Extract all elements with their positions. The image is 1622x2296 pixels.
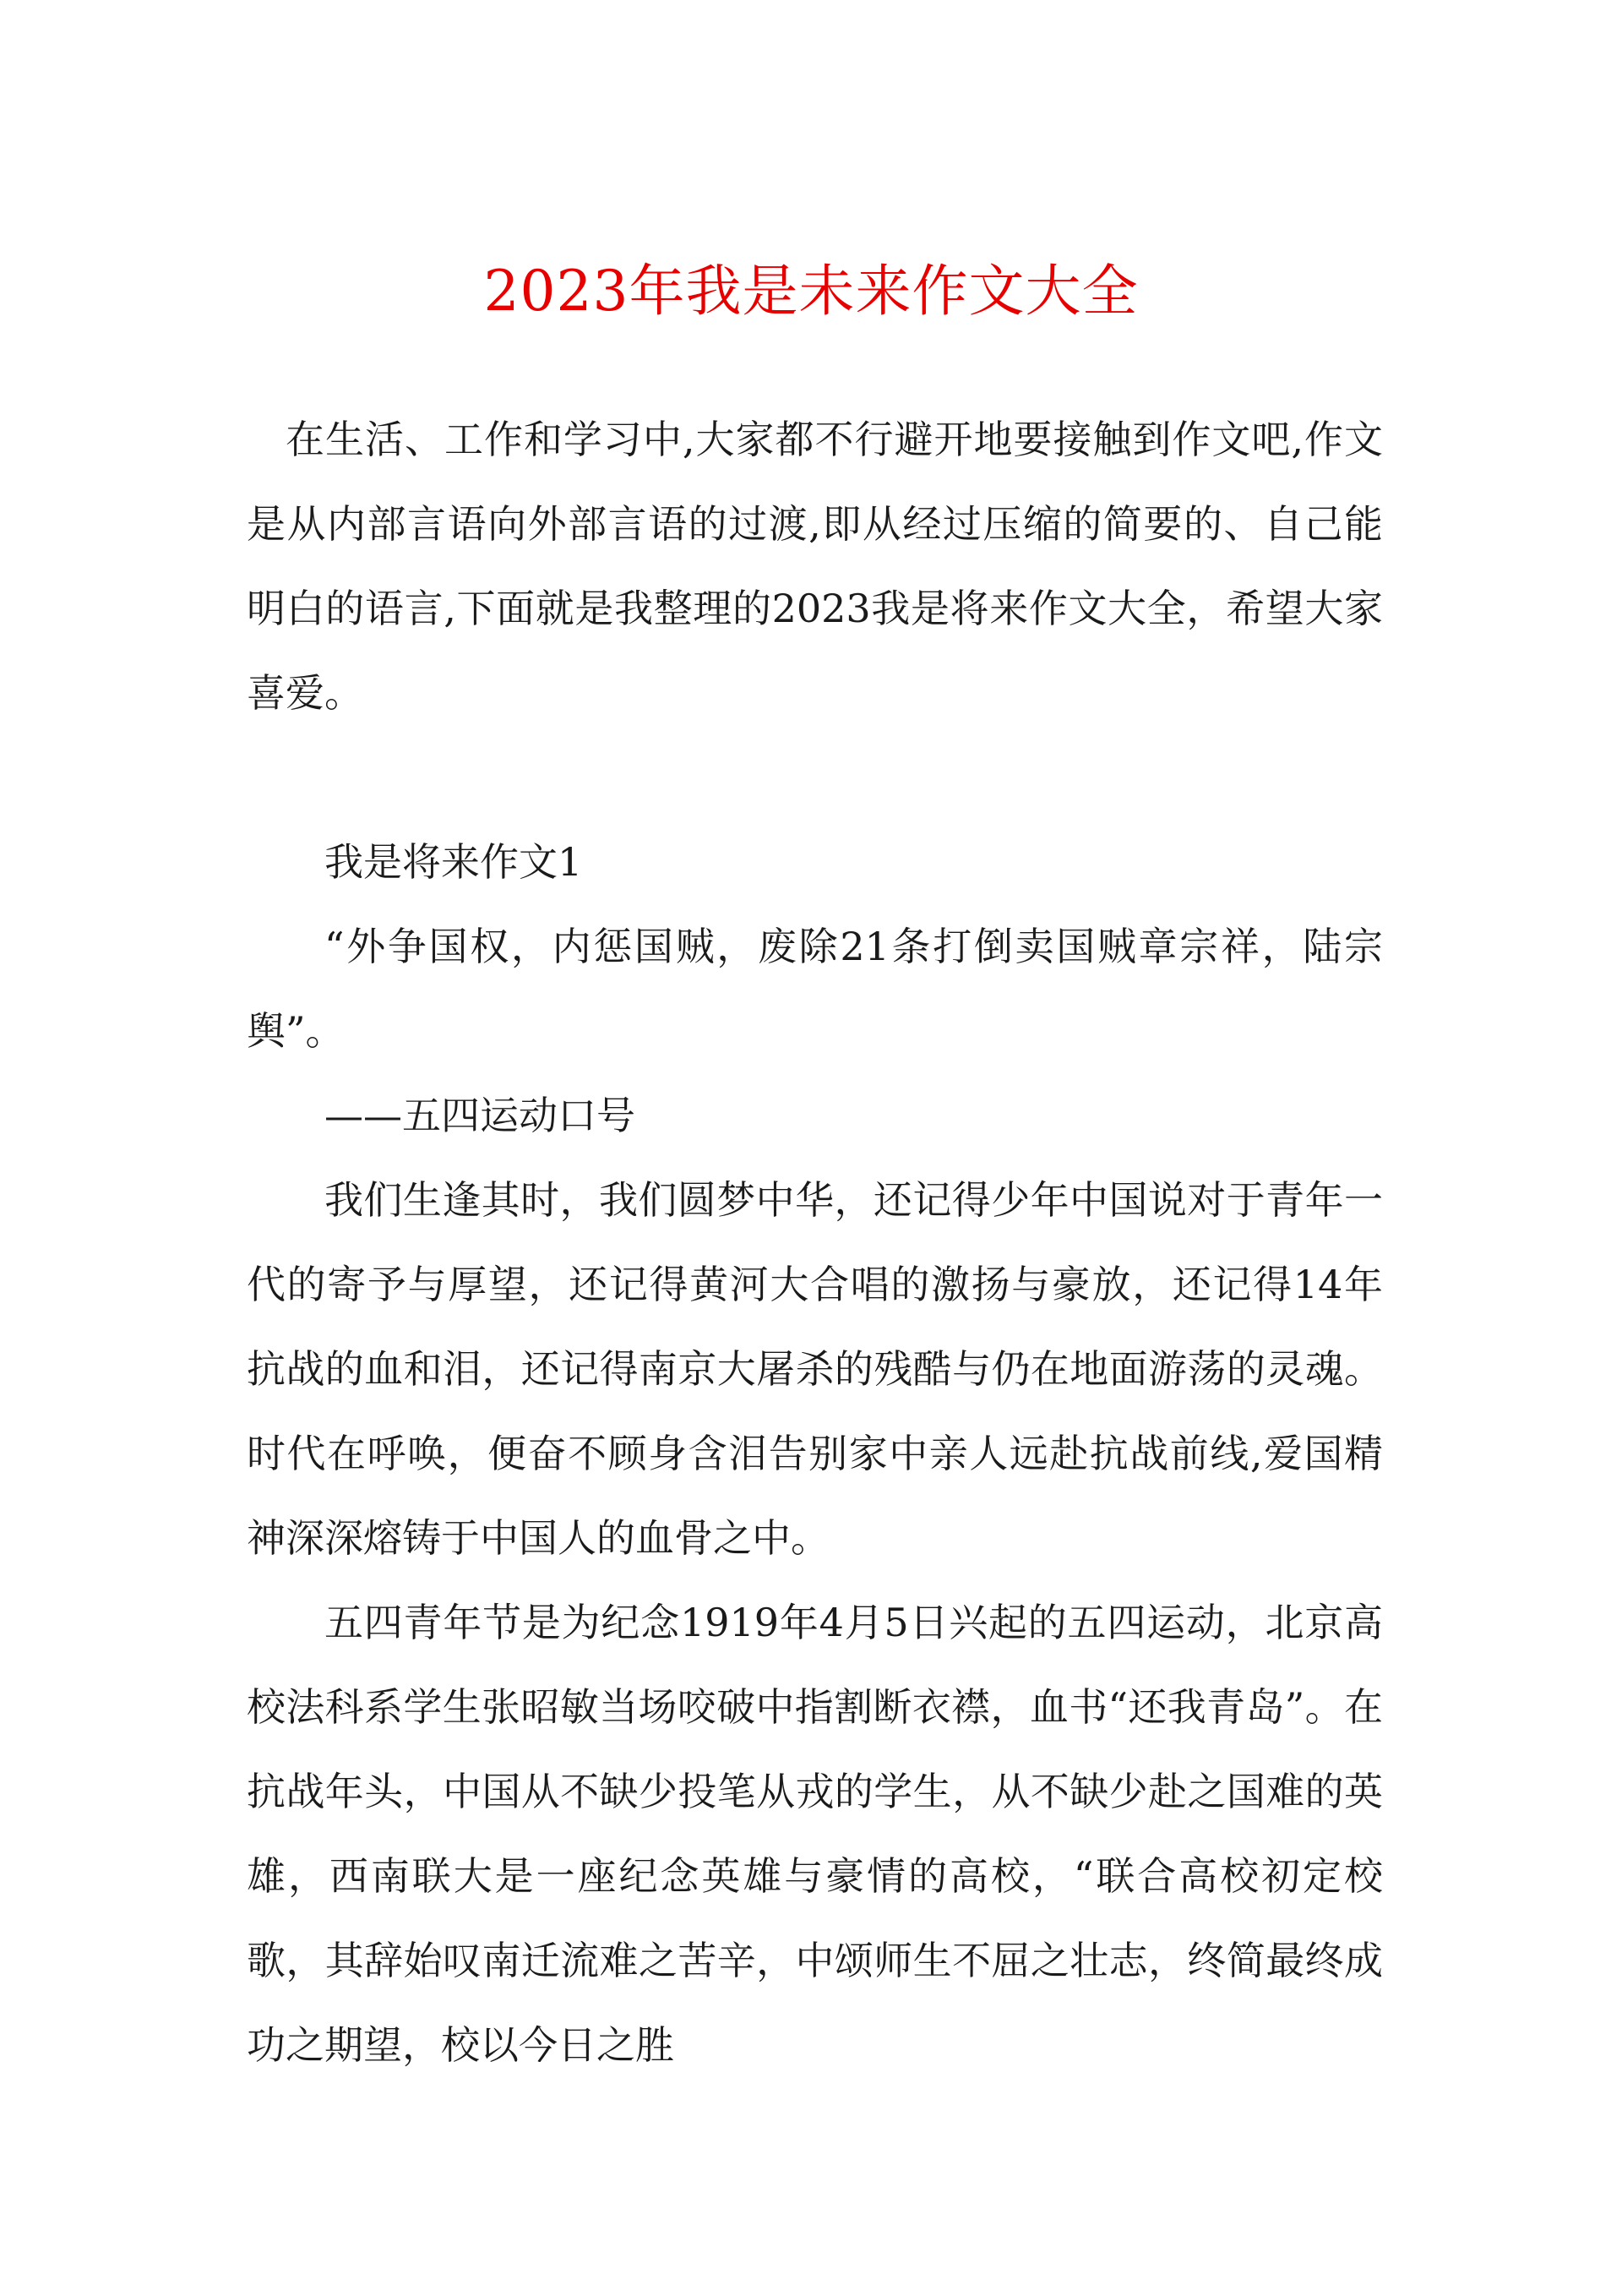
- document-title: 2023年我是未来作文大全: [483, 259, 1139, 324]
- section-heading: 我是将来作文1: [324, 839, 583, 885]
- intro-text: 在生活、工作和学习中,大家都不行避开地要接触到作文吧,作文是从内部言语向外部言语的过渡,即从经过压缩的简要的、自己能明白的语言,下面就是我整理的2023我是将来作文大全，希望大家喜爱。: [247, 417, 1383, 716]
- intro-paragraph: [247, 397, 1383, 735]
- document-body: [247, 397, 1383, 2087]
- paragraph-gap: [247, 735, 1383, 820]
- quote-source: ——五四运动口号: [324, 1093, 635, 1138]
- body-paragraph: 我们生逢其时，我们圆梦中华，还记得少年中国说对于青年一代的寄予与厚望，还记得黄河大合唱的激扬与豪放，还记得14年抗战的血和泪，还记得南京大屠杀的残酷与仍在地面游荡的灵魂。时代在呼唤，便奋不顾身含泪告别家中亲人远赴抗战前线,爱国精神深深熔铸于中国人的血骨之中。: [247, 1177, 1383, 1561]
- quote-paragraph: “外争国权，内惩国贼，废除21条打倒卖国贼章宗祥，陆宗舆”。: [247, 924, 1383, 1054]
- body-paragraph: 五四青年节是为纪念1919年4月5日兴起的五四运动，北京高校法科系学生张昭敏当场咬破中指割断衣襟，血书“还我青岛”。在抗战年头，中国从不缺少投笔从戎的学生，从不缺少赴之国难的英雄，西南联大是一座纪念英雄与豪情的高校，“联合高校初定校歌，其辞始叹南迁流难之苦辛，中颂师生不屈之壮志，终简最终成功之期望，校以今日之胜: [247, 1600, 1383, 2068]
